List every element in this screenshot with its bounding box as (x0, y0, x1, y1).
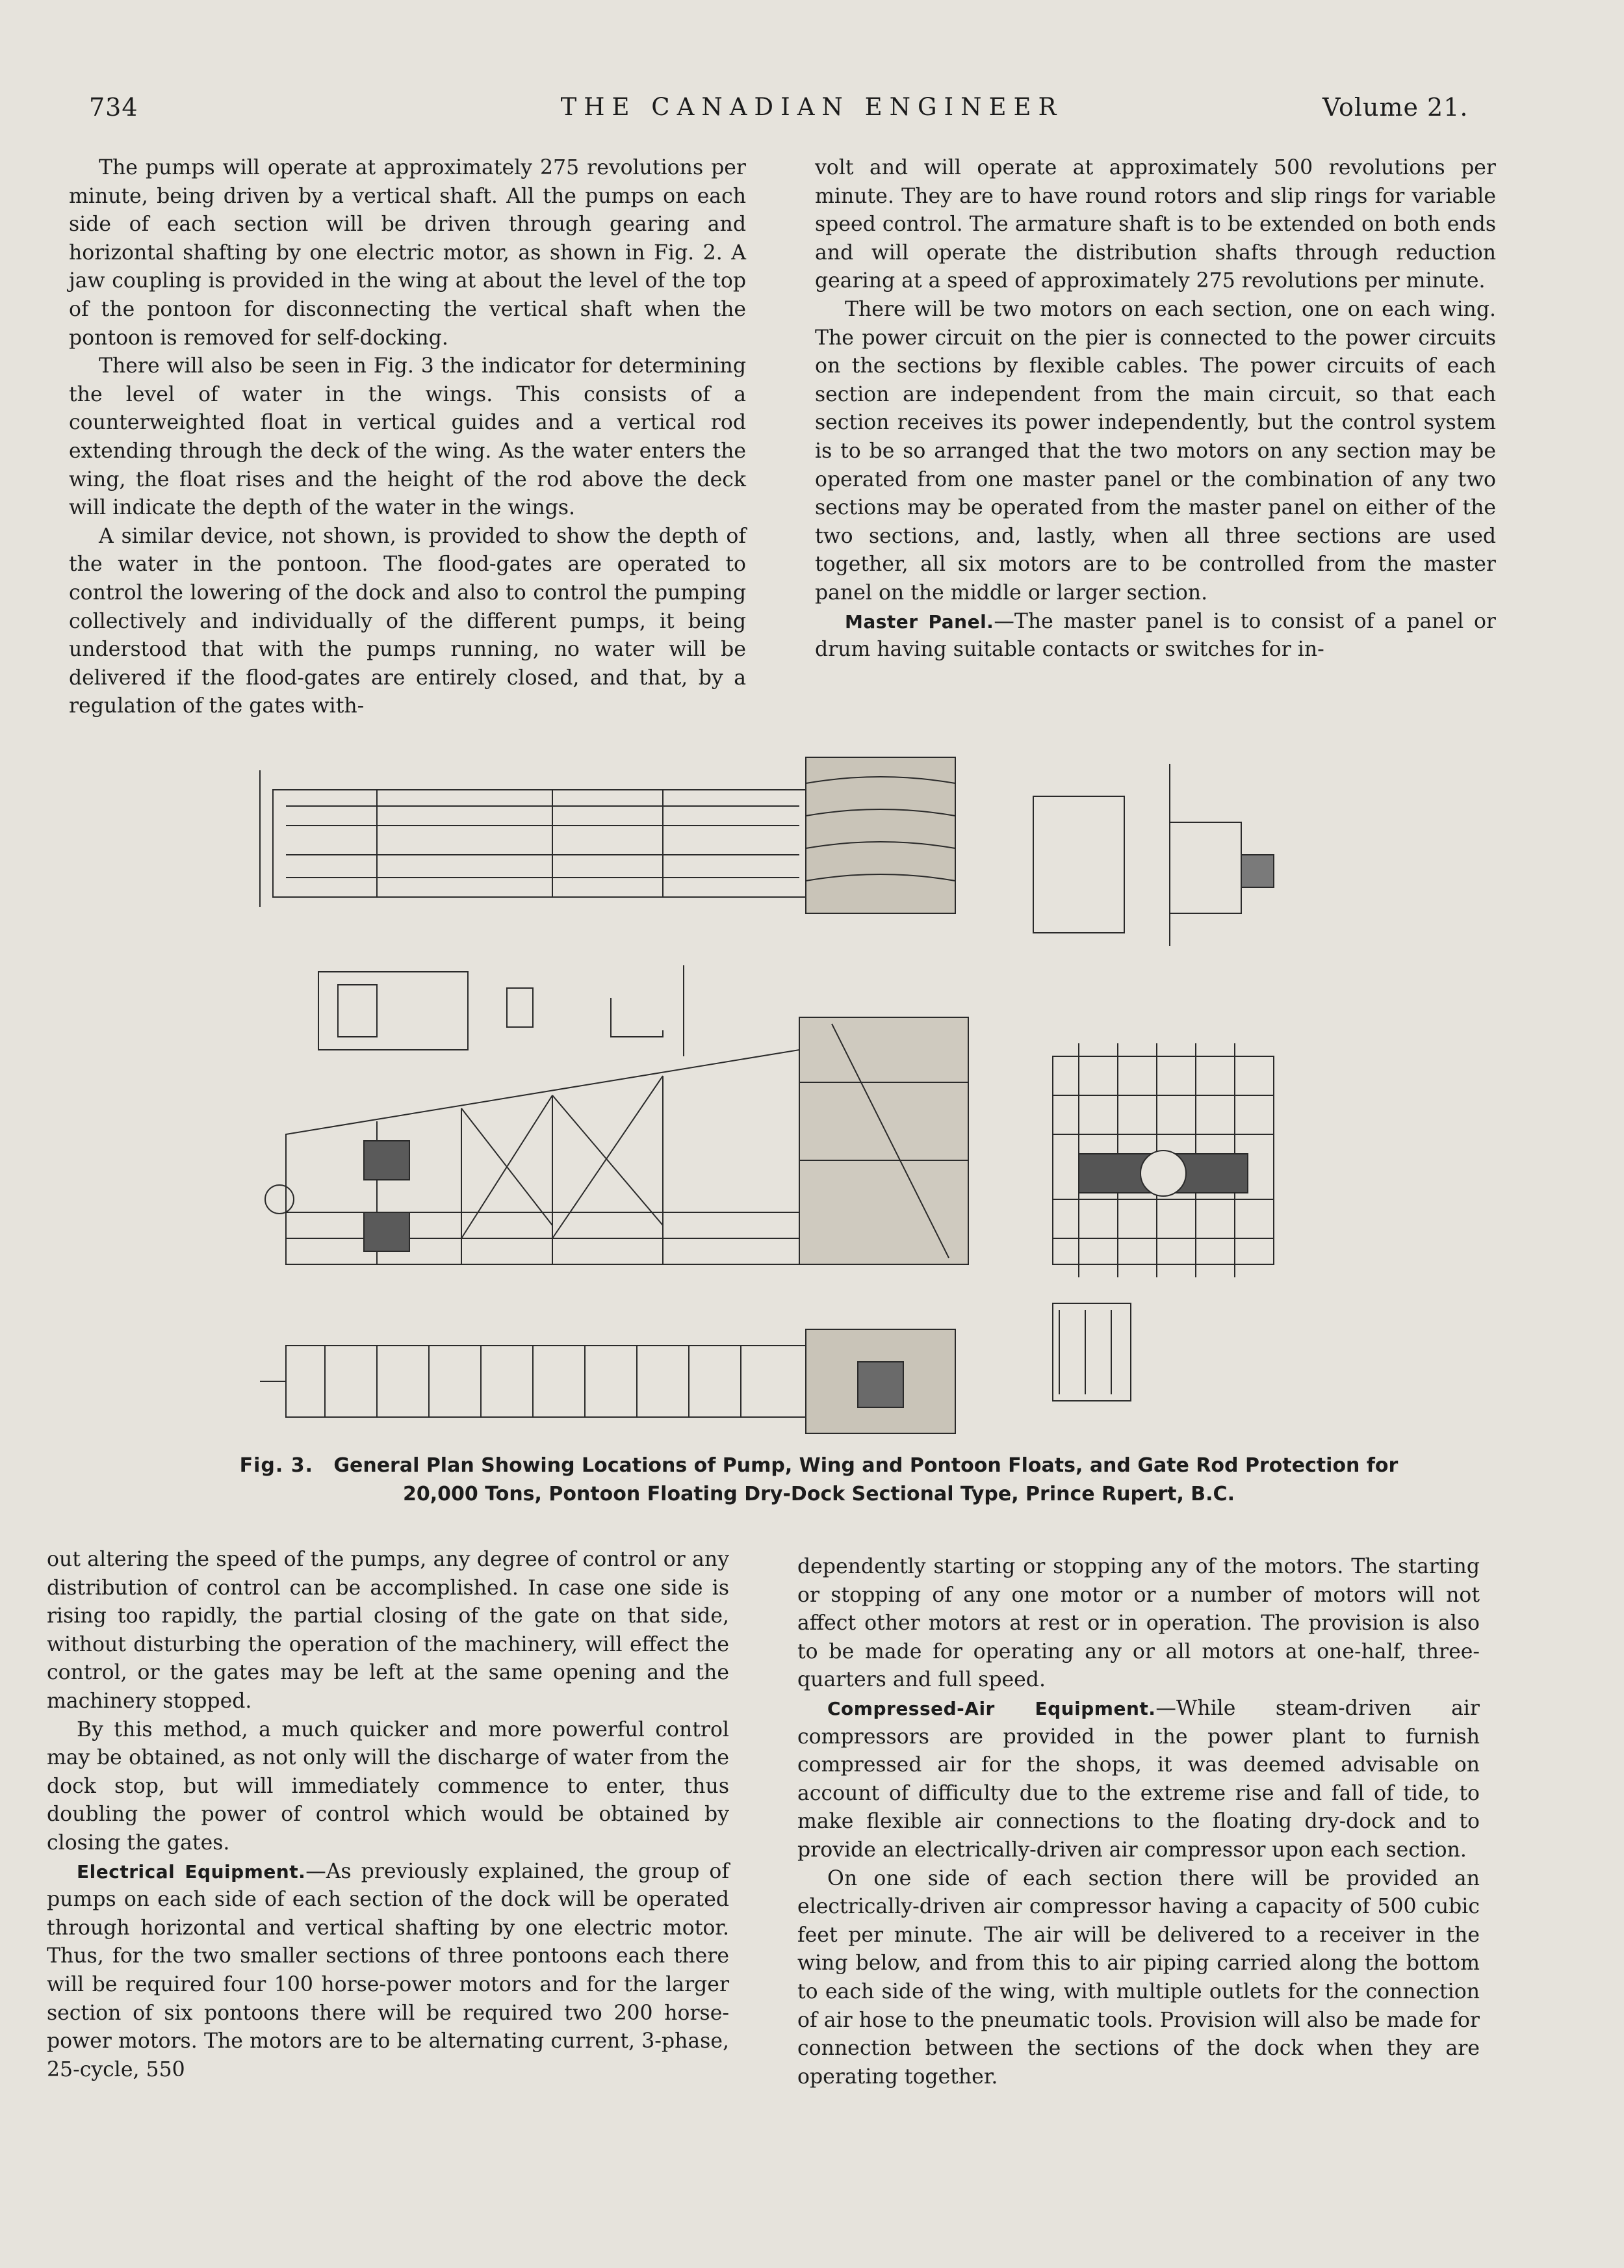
bottom-left-column (47, 1546, 729, 2084)
caption-line-1: General Plan Showing Locations of Pump, Wing and Pontoon Floats, and Gate Rod Protection for (333, 1454, 1398, 1477)
paragraph: The pumps will operate at approximately 275 revolutions per minute, being driven by a vertical shaft. All the pumps on each side of each section will be driven through gearing and horizontal shafting by one electric motor, as shown in Fig. 2. A jaw coupling is provided in the wing at about the level of the top of the pontoon for disconnecting the vertical shaft when the pontoon is removed for self-docking. (69, 156, 746, 350)
caption-line-2: 20,000 Tons, Pontoon Floating Dry-Dock Sectional Type, Prince Rupert, B.C. (403, 1483, 1235, 1505)
paragraph-compressed-air (797, 1695, 1480, 1865)
run-in-heading: Compressed-Air Equipment. (827, 1697, 1156, 1719)
detail-panel (1033, 796, 1124, 933)
plan-view-bottom (260, 1329, 955, 1433)
paragraph: A similar device, not shown, is provided to show the depth of the water in the pontoon. The flood-gates are operated to control the lowering of the dock and also to control the pumping collectively and individually of the different pumps, it being understood that with the pumps running, no water will be delivered if the flood-gates are entirely closed, and that, by a regulation of the gates with- (69, 524, 746, 718)
section-detail (1170, 764, 1274, 946)
volume-label: Volume 21. (1322, 93, 1469, 122)
paragraph-text: —While steam-driven air compressors are provided in the power plant to furnish compressed air for the shops, it was deemed advisable on account of difficulty due to the extreme rise and fall of tide, to make flexible air connections to the floating dry-dock and to provide an electrically-driven air compressor upon each section. (797, 1696, 1480, 1862)
paragraph: By this method, a much quicker and more powerful control may be obtained, as not only will the discharge of water from the dock stop, but will immediately commence to enter, thus doubling the power of control which would be obtained by closing the gates. (47, 1717, 729, 1855)
grid-detail (1053, 1043, 1274, 1277)
detail-angle (611, 998, 663, 1037)
detail-bracket (507, 988, 533, 1027)
figure-caption (104, 1452, 1534, 1509)
paragraph-text: —The master panel is to consist of a panel or drum having suitable contacts or switches for in- (815, 609, 1496, 662)
figure-3-engineering-drawing (247, 744, 1300, 1443)
paragraph: out altering the speed of the pumps, any degree of control or any distribution of control can be accomplished. In case one side is rising too rapidly, the partial closing of the gate on that side, without disturbing the operation of the machinery, will effect the control, or the gates may be left at the same opening and the machinery stopped. (47, 1548, 729, 1713)
paragraph: There will also be seen in Fig. 3 the indicator for determining the level of water in the wings. This consists of a counterweighted float in vertical guides and a vertical rod extending through the deck of the wing. As the water enters the wing, the float rises and the height of the rod above the deck will indicate the depth of the water in the wings. (69, 354, 746, 520)
paragraph: volt and will operate at approximately 500 revolutions per minute. They are to have round rotors and slip rings for variable speed control. The armature shaft is to be extended on both ends and will operate the distribution shafts through reduction gearing at a speed of approximately 275 revolutions per minute. (815, 156, 1496, 293)
run-in-heading: Electrical Equipment. (77, 1860, 306, 1883)
bottom-right-column (797, 1553, 1480, 2091)
top-right-column (815, 154, 1496, 664)
detail-box-left (318, 972, 468, 1050)
paragraph-electrical (47, 1858, 729, 2085)
top-left-column (69, 154, 746, 721)
page-number: 734 (89, 93, 138, 122)
paragraph-text: —As previously explained, the group of pumps on each side of each section of the dock will be operated through horizontal and vertical shafting by one electric motor. Thus, for the two smaller sections of three pontoons each there will be required four 100 horse-power motors and for the larger section of six pontoons there will be required two 200 horse-power motors. The motors are to be alternating current, 3-phase, 25-cycle, 550 (47, 1859, 729, 2081)
journal-title: THE CANADIAN ENGINEER (560, 93, 1064, 121)
figure-label: Fig. 3. (239, 1454, 314, 1477)
paragraph: On one side of each section there will be provided an electrically-driven air compressor having a capacity of 500 cubic feet per minute. The air will be delivered to a receiver in the wing below, and from this to air piping carried along the bottom to each side of the wing, with multiple outlets for the connection of air hose to the pneumatic tools. Provision will also be made for connection between the sections of the dock when they are operating together. (797, 1866, 1480, 2089)
plan-view-top (260, 757, 955, 913)
paragraph: dependently starting or stopping any of the motors. The starting or stopping of any one motor or a number of motors will not affect other motors at rest or in operation. The provision is also to be made for operating any or all motors at one-half, three-quarters and full speed. (797, 1555, 1480, 1692)
elevation-view (265, 1017, 968, 1264)
small-detail-bottom (1053, 1303, 1131, 1401)
paragraph-master-panel (815, 608, 1496, 664)
run-in-heading: Master Panel. (845, 610, 994, 632)
paragraph: There will be two motors on each section, one on each wing. The power circuit on the pier is connected to the power circuits on the sections by flexible cables. The power circuits of each section are independent from the main circuit, so that each section receives its power independently, but the control system is to be so arranged that the two motors on any section may be operated from one master panel or the combination of any two sections may be operated from the master panel on either of the two sections, and, lastly, when all three sections are used together, all six motors are to be controlled from the master panel on the middle or larger section. (815, 297, 1496, 605)
